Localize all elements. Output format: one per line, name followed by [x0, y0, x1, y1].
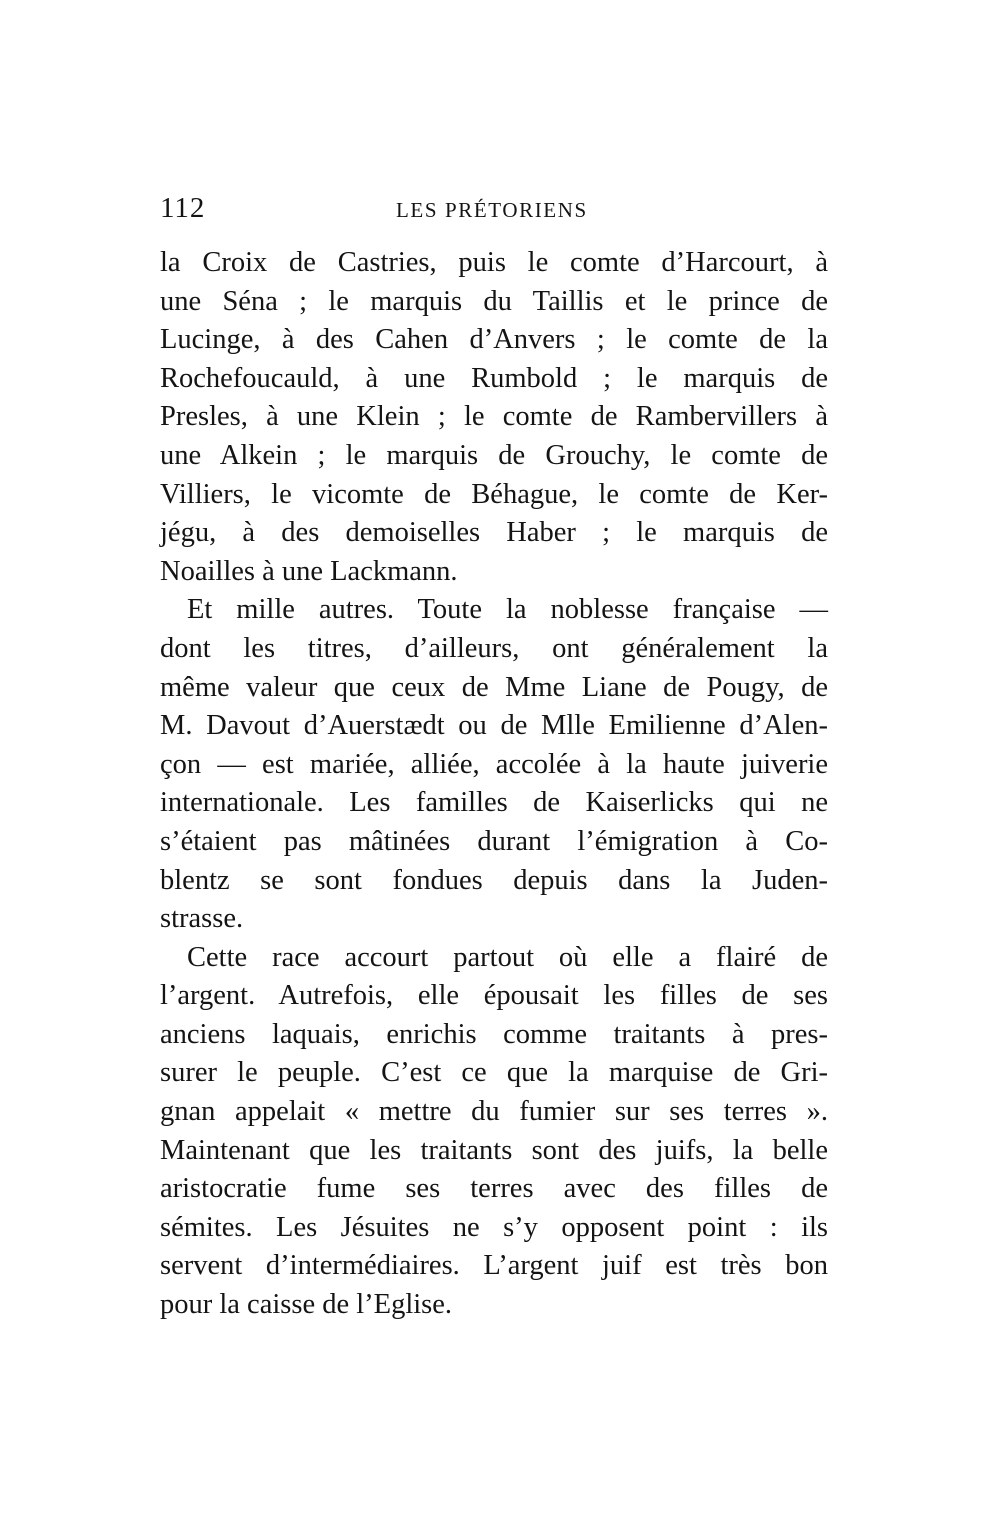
text-line: aristocratie fume ses terres avec des filles de [160, 1173, 828, 1205]
text-line: pour la caisse de l’Eglise. [160, 1289, 453, 1321]
text-line: anciens laquais, enrichis comme traitants à pres- [160, 1018, 828, 1050]
text-line: Rochefoucauld, à une Rumbold ; le marquis de [160, 362, 828, 394]
text-line: Noailles à une Lackmann. [160, 555, 458, 587]
body-text [160, 244, 828, 1325]
text-line: M. Davout d’Auerstædt ou de Mlle Emilienne d’Alen- [160, 710, 828, 742]
text-line: servent d’intermédiaires. L’argent juif est très bon [160, 1250, 828, 1282]
text-line: la Croix de Castries, puis le comte d’Harcourt, à [160, 247, 828, 278]
running-title: LES PRÉTORIENS [396, 198, 588, 222]
text-line: même valeur que ceux de Mme Liane de Pougy, de [160, 671, 828, 703]
text-line: Maintenant que les traitants sont des juifs, la belle [160, 1134, 828, 1166]
text-line: strasse. [160, 903, 244, 935]
text-line: blentz se sont fondues depuis dans la Juden- [160, 864, 828, 896]
text-line: Lucinge, à des Cahen d’Anvers ; le comte de la [160, 324, 828, 356]
text-line: une Alkein ; le marquis de Grouchy, le comte de [160, 439, 828, 471]
page-number: 112 [160, 192, 206, 224]
text-line: s’étaient pas mâtinées durant l’émigration à Co- [160, 825, 828, 857]
page-header [160, 188, 830, 228]
text-line: gnan appelait « mettre du fumier sur ses terres ». [160, 1096, 828, 1128]
text-line: l’argent. Autrefois, elle épousait les filles de ses [160, 980, 828, 1012]
text-line: Villiers, le vicomte de Béhague, le comte de Ker- [160, 478, 828, 510]
text-line: surer le peuple. C’est ce que la marquise de Gri- [160, 1057, 828, 1089]
text-line: jégu, à des demoiselles Haber ; le marquis de [160, 517, 828, 549]
text-line: une Séna ; le marquis du Taillis et le prince de [160, 285, 828, 317]
text-line: Cette race accourt partout où elle a flairé de [187, 941, 828, 973]
text-line: Et mille autres. Toute la noblesse française — [187, 594, 828, 626]
text-line: sémites. Les Jésuites ne s’y opposent point : ils [160, 1211, 828, 1243]
text-line: çon — est mariée, alliée, accolée à la haute juiverie [160, 748, 828, 780]
text-line: Presles, à une Klein ; le comte de Rambervillers à [160, 401, 828, 433]
text-line: dont les titres, d’ailleurs, ont généralement la [160, 632, 828, 664]
text-line: internationale. Les familles de Kaiserlicks qui ne [160, 787, 828, 819]
